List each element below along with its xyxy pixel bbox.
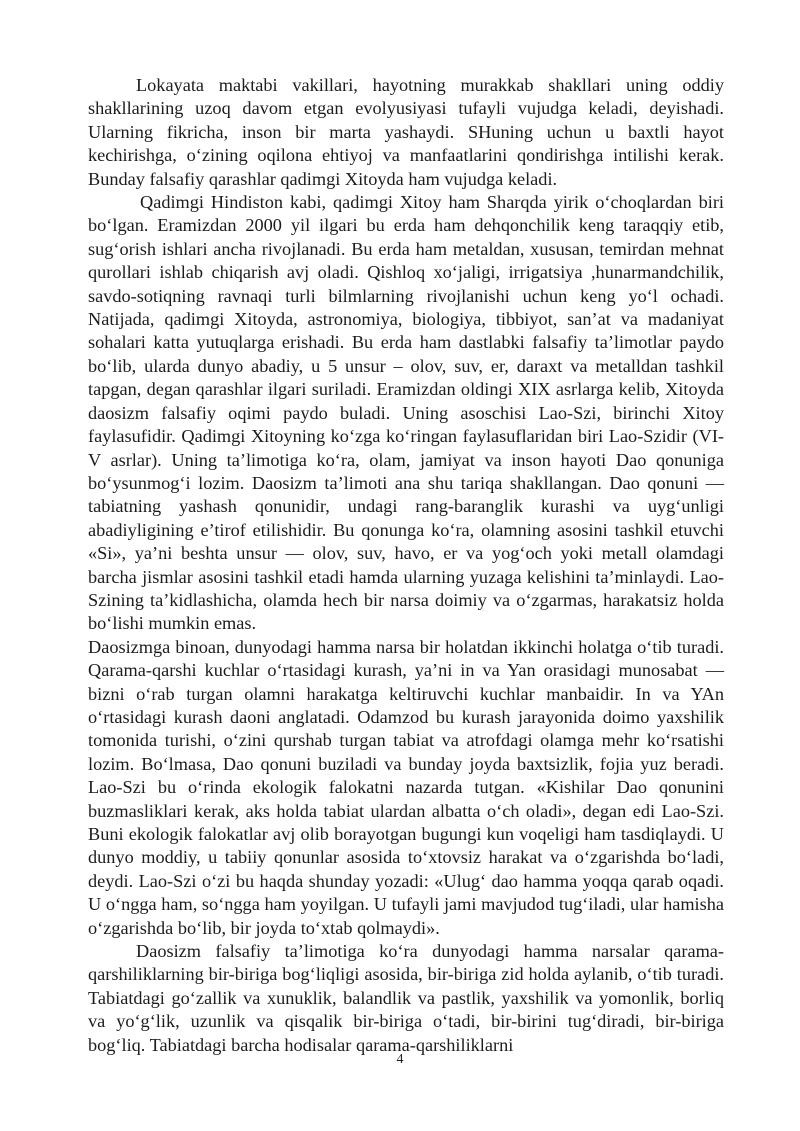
- page-number: 4: [396, 1052, 404, 1067]
- paragraph-daoism-opposites: Daosizm falsafiy ta’limotiga ko‘ra dunyodagi hamma narsalar qarama-qarshiliklarning bir-biriga bog‘liqligi asosida, bir-biriga zid holda aylanib, o‘tib turadi. Tabiatdagi go‘zallik va xunuklik, balandlik va pastlik, yaxshilik va yomonlik, borliq va yo‘g‘lik, uzunlik va qisqalik bir-biriga o‘tadi, bir-birini tug‘diradi, bir-biriga bog‘liq. Tabiatdagi barcha hodisalar qarama-qarshiliklarni: [88, 941, 724, 1055]
- paragraph-ancient-china: Qadimgi Hindiston kabi, qadimgi Xitoy ham Sharqda yirik o‘choqlardan biri bo‘lgan. Eramizdan 2000 yil ilgari bu erda ham dehqonchilik keng taraqqiy etib, sug‘orish ishlari ancha rivojlanadi. Bu erda ham metaldan, xususan, temirdan mehnat qurollari ishlab chiqarish avj oladi. Qishloq xo‘jaligi, irrigatsiya ,hunarmandchilik, savdo-sotiqning ravnaqi turli bilmlarning rivojlanishi uchun keng yo‘l ochadi. Natijada, qadimgi Xitoyda, astronomiya, biologiya, tibbiyot, san’at va madaniyat sohalari katta yutuqlarga erishadi. Bu erda ham dastlabki falsafiy ta’limotlar paydo bo‘lib, ularda dunyo abadiy, u 5 unsur – olov, suv, er, daraxt va metalldan tashkil tapgan, degan qarashlar ilgari suriladi. Eramizdan oldingi XIX asrlarga kelib, Xitoyda daosizm falsafiy oqimi paydo buladi. Uning asoschisi Lao-Szi, birinchi Xitoy faylasufidir. Qadimgi Xitoyning ko‘zga ko‘ringan faylasuflaridan biri Lao-Szidir (VI-V asrlar). Uning ta’limotiga ko‘ra, olam, jamiyat va inson hayoti Dao qonuniga bo‘ysunmog‘i lozim. Daosizm ta’limoti ana shu tariqa shakllangan. Dao qonuni — tabiatning yashash qonunidir, undagi rang-baranglik kurashi va uyg‘unligi abadiyligining e’tirof etilishidir. Bu qonunga ko‘ra, olamning asosini tashkil etuvchi «Si», ya’ni beshta unsur — olov, suv, havo, er va yog‘och yoki metall olamdagi barcha jismlar asosini tashkil etadi hamda ularning yuzaga kelishini ta’minlaydi. Lao-Szining ta’kidlashicha, olamda hech bir narsa doimiy va o‘zgarmas, harakatsiz holda bo‘lishi mumkin emas.: [88, 192, 724, 634]
- document-body: [88, 74, 724, 1057]
- paragraph-daoism: Daosizmga binoan, dunyodagi hamma narsa bir holatdan ikkinchi holatga o‘tib turadi. Qarama-qarshi kuchlar o‘rtasidagi kurash, ya’ni in va Yan orasidagi munosabat — bizni o‘rab turgan olamni harakatga keltiruvchi kuchlar manbaidir. In va YAn o‘rtasidagi kurash daoni anglatadi. Odamzod bu kurash jarayonida doimo yaxshilik tomonida turishi, o‘zini qurshab turgan tabiat va atrofdagi olamga mehr ko‘rsatishi lozim. Bo‘lmasa, Dao qonuni buziladi va bunday joyda baxtsizlik, fojia yuz beradi. Lao-Szi bu o‘rinda ekologik falokatni nazarda tutgan. «Kishilar Dao qonunini buzmasliklari kerak, aks holda tabiat ulardan albatta o‘ch oladi», degan edi Lao-Szi. Buni ekologik falokatlar avj olib borayotgan bugungi kun voqeligi ham tasdiqlaydi. U dunyo moddiy, u tabiiy qonunlar asosida to‘xtovsiz harakat va o‘zgarishda bo‘ladi, deydi. Lao-Szi o‘zi bu haqda shunday yozadi: «Ulug‘ dao hamma yoqqa qarab oqadi. U o‘ngga ham, so‘ngga ham yoyilgan. U tufayli jami mavjudod tug‘iladi, ular hamisha o‘zgarishda bo‘lib, bir joyda to‘xtab qolmaydi».: [88, 636, 724, 938]
- paragraph-lokayata: Lokayata maktabi vakillari, hayotning murakkab shakllari uning oddiy shakllarining uzoq davom etgan evolyusiyasi tufayli vujudga keladi, deyishadi. Ularning fikricha, inson bir marta yashaydi. SHuning uchun u baxtli hayot kechirishga, o‘zining oqilona ehtiyoj va manfaatlarini qondirishga intilishi kerak. Bunday falsafiy qarashlar qadimgi Xitoyda ham vujudga keladi.: [88, 75, 724, 189]
